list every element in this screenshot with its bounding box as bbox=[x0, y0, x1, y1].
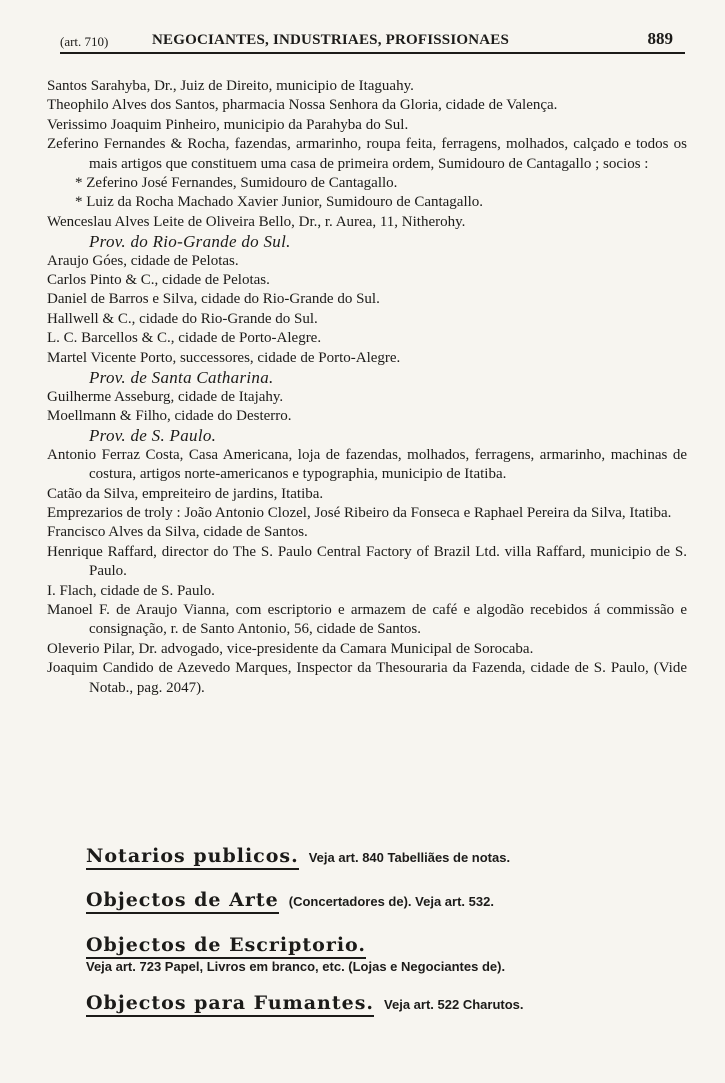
list-item: Henrique Raffard, director do The S. Paulo Central Factory of Brazil Ltd. villa Raffard, municipio de S. Paulo. bbox=[47, 543, 687, 580]
list-item: Manoel F. de Araujo Vianna, com escriptorio e armazem de café e algodão recebidos á commissão e consignação, r. de Santo Antonio, 56, cidade de Santos. bbox=[47, 601, 687, 638]
list-item: Emprezarios de troly : João Antonio Clozel, José Ribeiro da Fonseca e Raphael Pereira da Silva, Itatiba. bbox=[47, 504, 672, 521]
section-heading: Objectos para Fumantes. bbox=[86, 992, 374, 1017]
section-heading: Objectos de Arte bbox=[86, 889, 279, 914]
list-item: Verissimo Joaquim Pinheiro, municipio da Parahyba do Sul. bbox=[47, 116, 409, 133]
section-reference: (Concertadores de). Veja art. 532. bbox=[288, 894, 494, 909]
list-item: Hallwell & C., cidade do Rio-Grande do Sul. bbox=[47, 310, 318, 327]
section-notarios bbox=[86, 845, 696, 870]
article-reference: (art. 710) bbox=[60, 34, 109, 49]
section-reference: Veja art. 522 Charutos. bbox=[384, 997, 524, 1012]
partner-item: * Luiz da Rocha Machado Xavier Junior, Sumidouro de Cantagallo. bbox=[75, 194, 484, 211]
page-header bbox=[60, 28, 685, 54]
list-item: Zeferino Fernandes & Rocha, fazendas, armarinho, roupa feita, ferragens, molhados, calçado e todos os mais artigos que constituem uma casa de primeira ordem, Sumidouro de Cantagallo ; socios : bbox=[47, 136, 687, 172]
province-heading: Prov. de Santa Catharina. bbox=[89, 368, 274, 388]
directory-list bbox=[47, 77, 687, 698]
section-heading: Objectos de Escriptorio. bbox=[86, 934, 366, 959]
list-item: Santos Sarahyba, Dr., Juiz de Direito, municipio de Itaguahy. bbox=[47, 78, 414, 94]
page-title: NEGOCIANTES, INDUSTRIAES, PROFISSIONAES bbox=[152, 32, 510, 48]
list-item: Araujo Góes, cidade de Pelotas. bbox=[47, 252, 239, 269]
list-item: Wenceslau Alves Leite de Oliveira Bello, Dr., r. Aurea, 11, Nitherohy. bbox=[47, 213, 466, 230]
section-heading: Notarios publicos. bbox=[86, 845, 299, 870]
page-number: 889 bbox=[647, 29, 673, 48]
list-item: Francisco Alves da Silva, cidade de Santos. bbox=[47, 524, 308, 541]
list-item: Catão da Silva, empreiteiro de jardins, Itatiba. bbox=[47, 485, 324, 502]
list-item: Oleverio Pilar, Dr. advogado, vice-presidente da Camara Municipal de Sorocaba. bbox=[47, 640, 534, 657]
section-objectos-escriptorio bbox=[86, 934, 696, 974]
list-item: L. C. Barcellos & C., cidade de Porto-Alegre. bbox=[47, 330, 322, 347]
list-item: Moellmann & Filho, cidade do Desterro. bbox=[47, 407, 292, 424]
section-reference: Veja art. 840 Tabelliães de notas. bbox=[308, 850, 511, 865]
list-item: Martel Vicente Porto, successores, cidade de Porto-Alegre. bbox=[47, 349, 401, 366]
list-item: Theophilo Alves dos Santos, pharmacia Nossa Senhora da Gloria, cidade de Valença. bbox=[47, 97, 558, 114]
list-item: Joaquim Candido de Azevedo Marques, Inspector da Thesouraria da Fazenda, cidade de S. Paulo, (Vide Notab., pag. 2047). bbox=[47, 660, 687, 696]
province-heading: Prov. de S. Paulo. bbox=[89, 426, 217, 446]
list-item: Guilherme Asseburg, cidade de Itajahy. bbox=[47, 388, 284, 405]
list-item: Carlos Pinto & C., cidade de Pelotas. bbox=[47, 272, 270, 289]
list-item: Daniel de Barros e Silva, cidade do Rio-Grande do Sul. bbox=[47, 291, 380, 308]
list-item: Antonio Ferraz Costa, Casa Americana, loja de fazendas, molhados, ferragens, armarinho, machinas de costura, artigos norte-americanos e typographia, municipio de Itatiba. bbox=[47, 446, 687, 483]
section-objectos-fumantes bbox=[86, 992, 696, 1017]
partner-item: * Zeferino José Fernandes, Sumidouro de Cantagallo. bbox=[75, 175, 398, 192]
section-objectos-arte bbox=[86, 889, 696, 914]
province-heading: Prov. do Rio-Grande do Sul. bbox=[89, 232, 291, 252]
list-item: I. Flach, cidade de S. Paulo. bbox=[47, 582, 215, 599]
section-reference: Veja art. 723 Papel, Livros em branco, etc. (Lojas e Negociantes de). bbox=[86, 959, 506, 974]
